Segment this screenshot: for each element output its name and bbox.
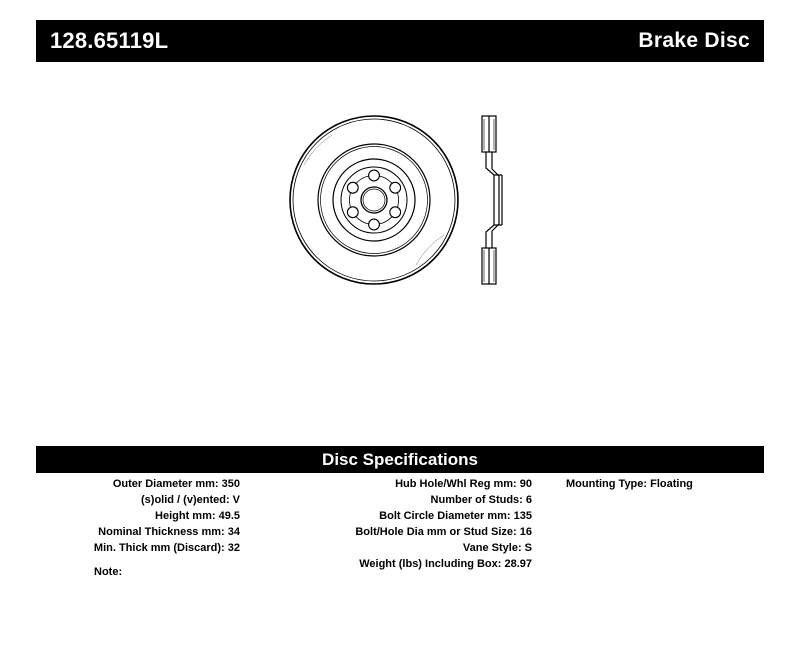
spec-item: Outer Diameter mm: 350	[112, 478, 240, 490]
spec-column-middle	[248, 476, 548, 572]
disc-specifications-bar	[36, 446, 764, 473]
spec-item: Mounting Type: Floating	[566, 478, 693, 490]
brake-rotor-face-view	[284, 105, 464, 300]
spec-item: (s)olid / (v)ented: V	[141, 494, 240, 506]
note-label: Note:	[94, 566, 123, 578]
part-number: 128.65119L	[50, 28, 169, 53]
spec-item: Number of Studs: 6	[430, 494, 532, 506]
spec-item: Height mm: 49.5	[155, 510, 240, 522]
technical-drawing-area	[36, 70, 764, 430]
brake-rotor-side-view	[468, 105, 528, 300]
specifications-table	[36, 476, 764, 572]
spec-item: Min. Thick mm (Discard): 32	[93, 542, 240, 554]
header-bar	[36, 20, 764, 62]
spec-item: Bolt Circle Diameter mm: 135	[379, 510, 532, 522]
disc-specifications-title: Disc Specifications	[322, 449, 478, 469]
product-type-label: Brake Disc	[638, 29, 750, 52]
spec-column-right	[548, 476, 764, 572]
spec-item: Weight (lbs) Including Box: 28.97	[359, 558, 532, 570]
spec-item: Vane Style: S	[462, 542, 532, 554]
spec-item: Hub Hole/Whl Reg mm: 90	[395, 478, 532, 490]
spec-item: Bolt/Hole Dia mm or Stud Size: 16	[355, 526, 532, 538]
spec-column-left	[36, 476, 248, 572]
spec-item: Nominal Thickness mm: 34	[98, 526, 240, 538]
